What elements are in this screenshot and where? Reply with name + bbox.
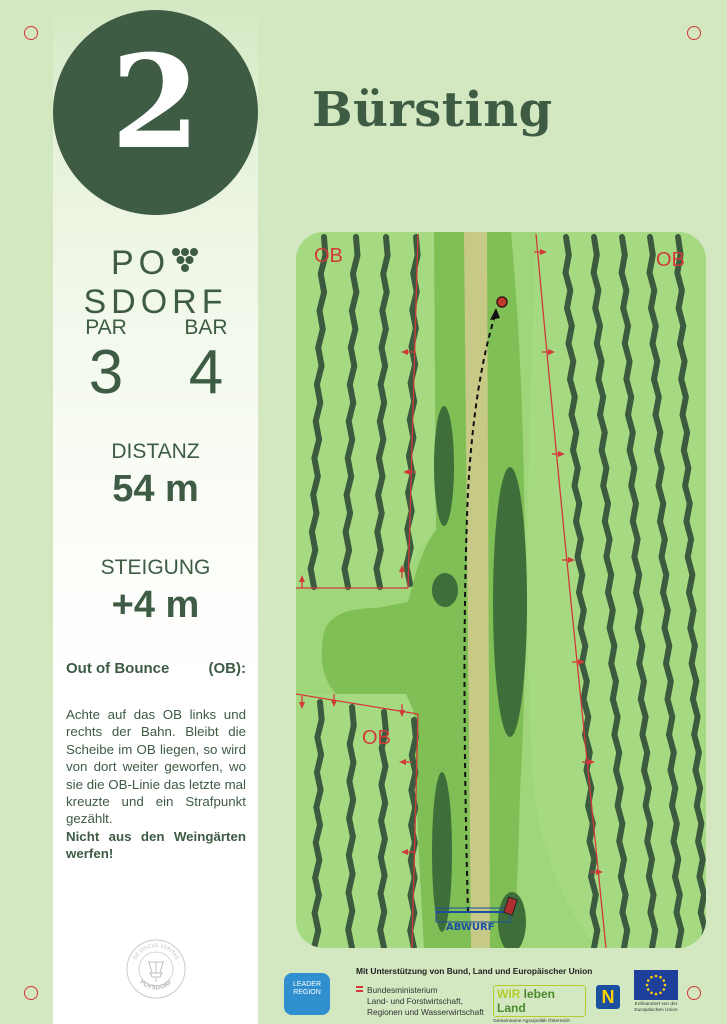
tee-label: ABWURF [446, 922, 495, 933]
par-value: 3 [88, 338, 124, 407]
ob-label-middle-left: OB [362, 727, 391, 749]
wir-logo-b: leben Land [497, 987, 556, 1015]
leader-line-2: REGION [293, 989, 321, 996]
seal-top-text: DE DISCUS VERITAS [132, 942, 180, 961]
eu-star [659, 976, 662, 979]
eu-star [650, 991, 653, 994]
eu-flag-icon [634, 970, 678, 1000]
eu-stars-icon [634, 970, 678, 1000]
bush-2 [432, 573, 458, 607]
corner-hole-top-left [24, 26, 38, 40]
ministry-line-3: Regionen und Wasserwirtschaft [367, 1007, 484, 1017]
eu-star [662, 979, 665, 982]
bush-1 [434, 406, 454, 526]
ob-heading [66, 660, 246, 677]
par-label: PAR [85, 316, 127, 339]
slope-value: +4 m [111, 584, 200, 626]
eu-star [647, 988, 650, 991]
bush-3 [493, 467, 527, 737]
ob-rules-body: Achte auf das OB links und rechts der Bahn. Bleibt die Scheibe im OB liegen, so wird von dort weiter geworfen, wo sie die OB-Linie das letzte mal kreuzte und ein Strafpunkt gezählt. [66, 707, 246, 827]
corner-hole-top-right [687, 26, 701, 40]
wir-sub: Gemeinsame Agrarpolitik Österreich [493, 1019, 571, 1024]
ministry-logo [356, 985, 484, 1018]
course-map-drawing [296, 232, 706, 948]
ob-label-top-right: OB [656, 249, 685, 271]
wir-logo-a: WIR [497, 987, 521, 1001]
leader-line-1: LEADER [292, 981, 321, 988]
vine-row [348, 707, 354, 948]
ob-heading-right: (OB): [208, 660, 246, 677]
bar-label: BAR [184, 316, 228, 339]
hole-number: 2 [110, 28, 201, 178]
wir-leben-land-logo [493, 985, 586, 1024]
eu-cofunded-logo [630, 970, 682, 1013]
distance-label: DISTANZ [111, 440, 200, 463]
hole-name: Bürsting [312, 82, 553, 138]
brand-left: PO [110, 244, 171, 282]
poysdorf-logo [53, 244, 258, 322]
basket-target [497, 297, 507, 307]
grape-icon [170, 246, 200, 276]
discus-veritas-seal [125, 938, 187, 1000]
disc-basket-icon [148, 962, 164, 982]
lower-austria-logo: N [596, 985, 620, 1009]
ob-warning: Nicht aus den Weingärten werfen! [66, 828, 246, 862]
brand-right: SDORF [83, 283, 228, 321]
eu-star [659, 991, 662, 994]
eu-star [647, 979, 650, 982]
course-map [296, 232, 706, 948]
eu-star [664, 984, 667, 987]
eu-star [650, 976, 653, 979]
eu-star [655, 993, 658, 996]
seal-bottom-text: POYSDORF [138, 978, 174, 992]
ministry-line-1: Bundesministerium [367, 985, 438, 995]
distance-value: 54 m [112, 468, 199, 510]
eu-caption-2: Europäischen Union [634, 1007, 678, 1013]
eu-caption-1: Kofinanziert von der [634, 1002, 678, 1007]
corner-hole-bottom-right [687, 986, 701, 1000]
ob-rules [66, 706, 246, 863]
eu-star [646, 984, 649, 987]
bar-value: 4 [188, 338, 224, 407]
sponsor-heading: Mit Unterstützung von Bund, Land und Europäischer Union [356, 966, 593, 976]
eu-star [662, 988, 665, 991]
eu-star [655, 975, 658, 978]
austria-flag-icon [356, 986, 363, 992]
corner-hole-bottom-left [24, 986, 38, 1000]
ob-label-top-left: OB [314, 245, 343, 267]
slope-label: STEIGUNG [100, 556, 211, 579]
ob-heading-left: Out of Bounce [66, 660, 170, 677]
ministry-line-2: Land- und Forstwirtschaft, [367, 996, 463, 1006]
leader-region-logo [284, 973, 330, 1015]
